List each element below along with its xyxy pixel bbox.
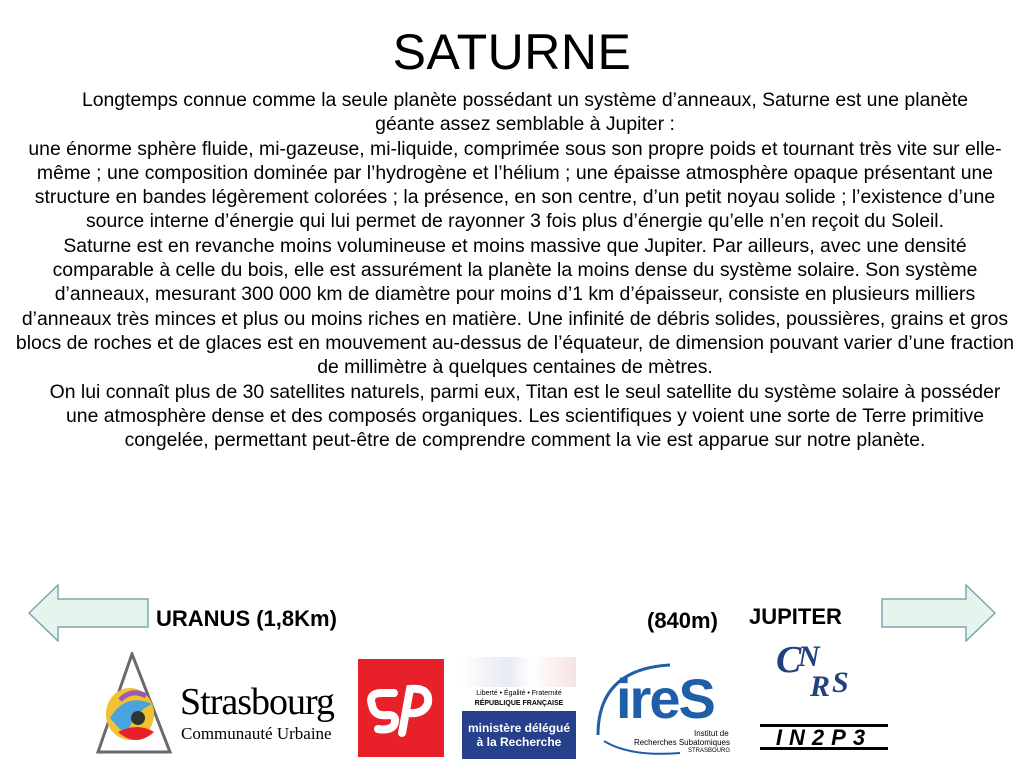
ministry-motto: Liberté • Égalité • Fraternité	[476, 690, 562, 697]
strasbourg-subtitle: Communauté Urbaine	[181, 724, 332, 743]
sp-logo	[358, 659, 444, 757]
ministry-marianne-image	[462, 657, 576, 687]
ires-subtitle-1: Institut de	[694, 729, 729, 738]
svg-text:IN2P3: IN2P3	[775, 725, 873, 750]
ires-subtitle-2: Recherches Subatomiques	[633, 738, 730, 747]
next-planet-size: (840m)	[647, 608, 718, 633]
ires-logo	[590, 655, 740, 759]
cnrs-logo	[772, 632, 862, 702]
ires-wordmark: ireS	[616, 667, 714, 730]
previous-planet-link[interactable]: URANUS (1,8Km)	[156, 606, 337, 631]
previous-arrow-button[interactable]	[28, 584, 150, 642]
paragraph-satellites: On lui connaît plus de 30 satellites naturels, parmi eux, Titan est le seul satellite du système solaire à posséder une atmosphère dense et des composés organiques. Les scientifiques y voient une sorte de Terre primitive congelée, permettant peut-être de comprendre comment la vie est apparue sur notre planète.	[49, 380, 1001, 452]
ministry-republic: RÉPUBLIQUE FRANÇAISE	[474, 700, 564, 707]
sp-glyph-icon	[358, 659, 444, 757]
ministry-title-line2: à la Recherche	[476, 735, 562, 749]
paragraph-density: Saturne est en revanche moins volumineuse et moins massive que Jupiter. Par ailleurs, avec une densité comparable à celle du bois, elle est assurément la planète la moins dense du système solaire. Son système d’anneaux, mesurant 300 000 km de diamètre pour moins d’1 km d’épaisseur, consiste en plusieurs milliers d’anneaux très minces et plus ou moins riches en matière. Une infinité de débris solides, poussières, grains et gros blocs de roches et de glaces est en mouvement au-dessus de l’équateur, de dimension pouvant varier d’une fraction de millimètre à quelques centaines de mètres.	[15, 234, 1015, 379]
paragraph-composition: une énorme sphère fluide, mi-gazeuse, mi-liquide, comprimée sous son propre poids et tournant très vite sur elle-même ; une composition dominée par l’hydrogène et l’hélium ; une épaisse atmosphère opaque présentant une structure en bandes légèrement colorées ; la présence, en son centre, d’un petit noyau solide ; l’existence d’une source interne d’énergie qui lui permet de rayonner 3 fois plus d’énergie qu’elle n’en reçoit du Soleil.	[28, 137, 1002, 233]
in2p3-wordmark-graphic	[758, 720, 890, 754]
next-planet-link[interactable]: JUPITER	[749, 604, 842, 629]
cnrs-emblem-icon	[772, 632, 862, 702]
svg-text:C: C	[776, 639, 802, 681]
svg-text:S: S	[832, 666, 849, 699]
page-title: SATURNE	[392, 24, 632, 80]
in2p3-logo	[758, 720, 890, 754]
ministry-title-line1: ministère délégué	[467, 721, 571, 735]
strasbourg-emblem-icon	[96, 652, 172, 760]
strasbourg-logo	[96, 652, 356, 762]
svg-text:R: R	[810, 670, 831, 702]
ministry-logo	[462, 657, 576, 759]
strasbourg-wordmark: Strasbourg	[180, 681, 334, 723]
paragraph-intro: Longtemps connue comme la seule planète possédant un système d’anneaux, Saturne est une planète géante assez semblable à Jupiter :	[81, 89, 969, 136]
svg-text:N: N	[798, 640, 820, 673]
ires-subtitle-3: STRASBOURG	[687, 748, 730, 754]
body-text	[14, 88, 1016, 452]
ministry-blue-band	[462, 711, 576, 759]
next-arrow-button[interactable]	[880, 584, 996, 642]
